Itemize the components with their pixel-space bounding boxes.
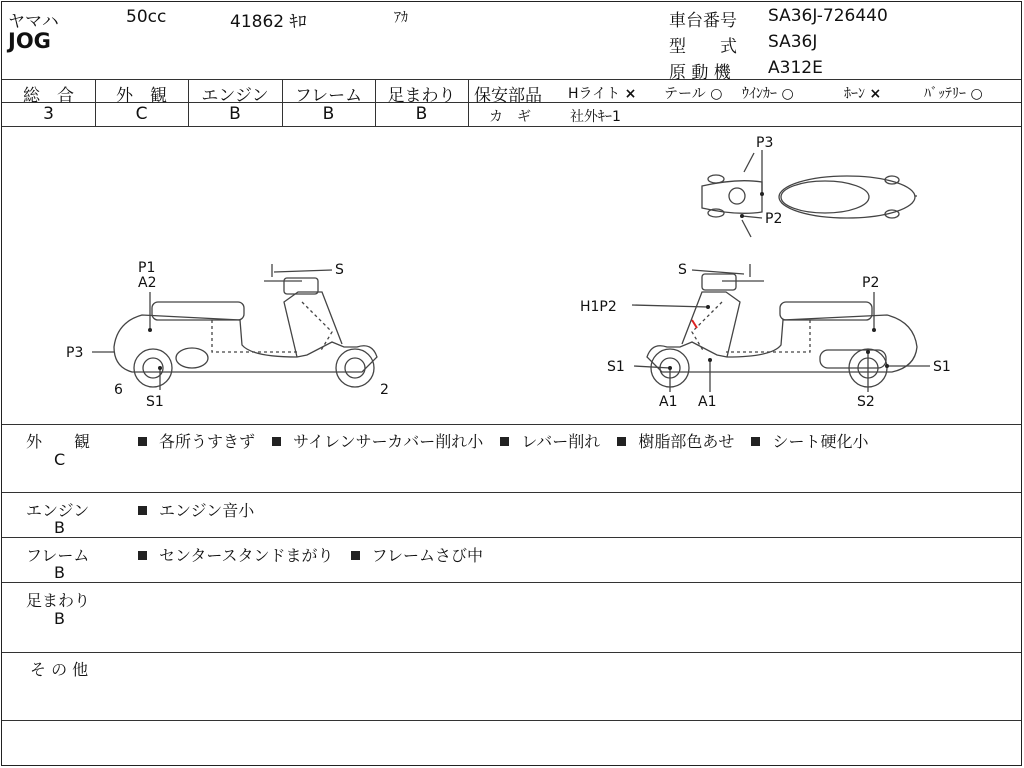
engine-value: A312E (768, 58, 823, 78)
type-value: SA36J (768, 32, 818, 52)
divider (2, 537, 1021, 538)
safety-taillight: テール ○ (664, 86, 723, 102)
label-left-p3: P3 (66, 345, 84, 361)
section-exterior-items: 各所うすきず サイレンサーカバー削れ小 レバー削れ 樹脂部色あせ シート硬化小 (138, 429, 880, 452)
grade-header-exterior: 外 観 (116, 86, 167, 106)
section-exterior-grade: C (54, 450, 66, 469)
key-value: 社外ｷｰ1 (570, 109, 621, 125)
section-suspension-label: 足まわり (26, 591, 91, 610)
grade-header-frame: フレーム (294, 86, 363, 106)
safety-battery: ﾊﾞｯﾃﾘｰ ○ (924, 86, 983, 102)
frame-no-label: 車台番号 (669, 11, 737, 31)
divider (2, 492, 1021, 493)
label-right-a1-front: A1 (659, 394, 678, 410)
section-frame-items: センタースタンドまがり フレームさび中 (138, 543, 495, 566)
label-left-a2: A2 (138, 275, 157, 291)
label-right-s2: S2 (857, 394, 875, 410)
label-top-p2: P2 (765, 211, 783, 227)
grade-engine: B (229, 104, 241, 124)
divider (2, 720, 1021, 721)
color: ｱｶ (394, 10, 408, 26)
section-exterior-label: 外 観 (26, 432, 91, 451)
section-engine-label: エンジン (26, 501, 90, 520)
divider (2, 652, 1021, 653)
safety-winker: ｳｲﾝｶｰ ○ (742, 86, 794, 102)
label-right-s1-rear: S1 (933, 359, 951, 375)
label-right-h1p2: H1P2 (580, 299, 617, 315)
label-left-p1: P1 (138, 260, 156, 276)
engine-label: 原 動 機 (669, 63, 731, 83)
model-name: JOG (8, 29, 51, 53)
label-right-p2: P2 (862, 275, 880, 291)
safety-headlight: Hライト × (568, 86, 637, 102)
label-left-6: 6 (114, 382, 123, 398)
frame-no: SA36J-726440 (768, 6, 888, 26)
diagram-text (66, 135, 951, 410)
grade-suspension: B (415, 104, 428, 124)
type-label: 型 式 (669, 37, 737, 57)
label-right-s: S (678, 262, 687, 278)
divider (2, 582, 1021, 583)
leader-lines (92, 150, 930, 392)
top-view-scooter (702, 153, 917, 237)
label-top-p3: P3 (756, 135, 774, 151)
section-frame-grade: B (54, 563, 65, 582)
divider (2, 424, 1021, 425)
section-engine-grade: B (54, 518, 65, 537)
inspection-sheet (1, 1, 1022, 766)
label-right-s1-front: S1 (607, 359, 625, 375)
key-label: カ ギ (489, 109, 531, 125)
displacement: 50cc (126, 7, 167, 27)
safety-horn: ﾎｰﾝ × (844, 86, 882, 102)
label-left-2: 2 (380, 382, 389, 398)
grade-header-suspension: 足まわり (387, 86, 456, 106)
label-left-s1: S1 (146, 394, 164, 410)
label-right-a1-rear: A1 (698, 394, 717, 410)
grade-overall: 3 (43, 104, 54, 124)
section-other-label: そ の 他 (30, 660, 89, 679)
safety-label: 保安部品 (474, 86, 542, 106)
grade-exterior: C (135, 104, 148, 124)
section-suspension-grade: B (54, 609, 65, 628)
grade-header-overall: 総 合 (23, 86, 74, 106)
section-frame-label: フレーム (26, 546, 90, 565)
grade-frame: B (322, 104, 335, 124)
section-engine-items: エンジン音小 (138, 498, 266, 521)
maker: ヤマハ (8, 12, 59, 32)
label-left-s: S (335, 262, 344, 278)
grade-header-engine: エンジン (201, 86, 269, 106)
mileage: 41862 ｷﾛ (230, 12, 307, 32)
